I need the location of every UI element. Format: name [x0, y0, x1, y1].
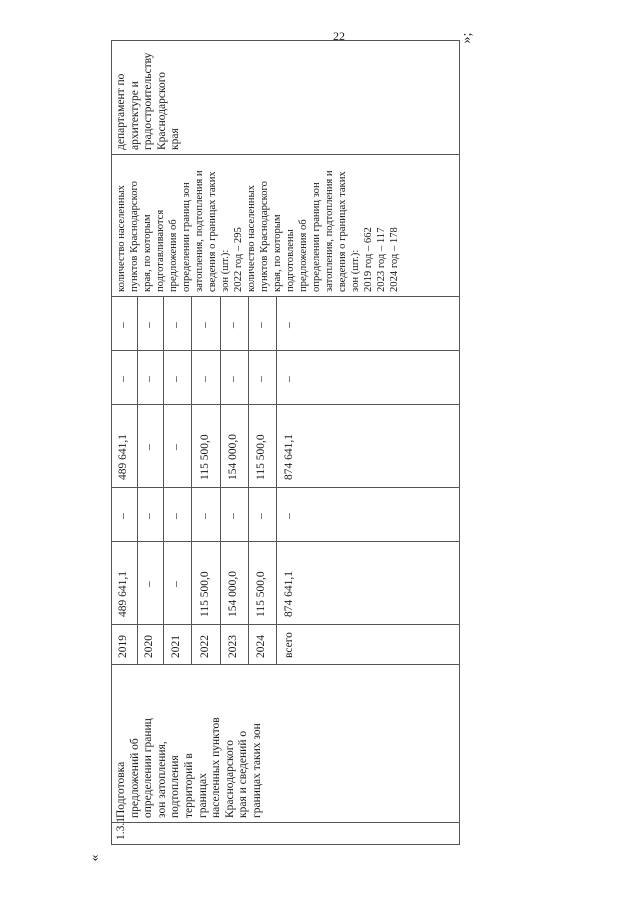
regional-cell: – — [170, 444, 182, 450]
regional-cell: 874 641,1 — [283, 434, 295, 480]
regional-cell: 115 500,0 — [199, 434, 211, 480]
federal-cell: – — [143, 513, 155, 519]
closing-quote: »; — [459, 32, 475, 44]
extra-budget-cell: – — [227, 322, 239, 328]
extra-budget-cell: – — [255, 322, 267, 328]
program-table — [111, 40, 460, 845]
federal-cell: – — [283, 513, 295, 519]
local-cell: – — [117, 376, 129, 382]
total-cell: – — [170, 581, 182, 587]
federal-cell: – — [227, 513, 239, 519]
col-divider — [111, 822, 460, 823]
row-divider — [137, 297, 138, 665]
row-divider — [191, 297, 192, 665]
regional-cell: – — [143, 444, 155, 450]
rotated-table-wrapper — [111, 40, 460, 845]
total-cell: 115 500,0 — [255, 571, 267, 617]
indicator-text: количество населенных пунктов Краснодарского края, по которым подготавливаются предложения об определении границ зон затопления, подтопления и сведения о границах таких зон (шт.): 2022 год – 295 количество населенных пунктов Краснодарского края, по которым подготовлены предложения об определении границ зон затопления, подтопления и сведения о границах таких зон (шт.): 2019 год – 662 2023 год – 117 2024 год – 178 — [116, 170, 400, 292]
row-title: Подготовка предложений об определении границ зон затопления, подтопления территорий в границах населенных пунктов Краснодарского края и сведений о границах таких зон — [115, 717, 263, 818]
regional-cell: 489 641,1 — [117, 434, 129, 480]
federal-cell: – — [117, 513, 129, 519]
total-cell: 115 500,0 — [199, 571, 211, 617]
extra-budget-cell: – — [143, 322, 155, 328]
federal-cell: – — [199, 513, 211, 519]
regional-cell: 154 000,0 — [227, 434, 239, 480]
year-cell: 2021 — [170, 635, 182, 658]
year-cell: 2019 — [117, 635, 129, 658]
local-cell: – — [143, 376, 155, 382]
local-cell: – — [227, 376, 239, 382]
local-cell: – — [199, 376, 211, 382]
extra-budget-cell: – — [199, 322, 211, 328]
year-cell: 2023 — [227, 635, 239, 658]
total-cell: 489 641,1 — [117, 571, 129, 617]
total-cell: 874 641,1 — [283, 571, 295, 617]
extra-budget-cell: – — [117, 322, 129, 328]
year-cell: 2024 — [255, 635, 267, 658]
row-divider — [163, 297, 164, 665]
total-cell: 154 000,0 — [227, 571, 239, 617]
year-cell: 2022 — [199, 635, 211, 658]
extra-budget-cell: – — [283, 322, 295, 328]
year-cell: 2020 — [143, 635, 155, 658]
col-divider — [111, 154, 460, 155]
page-number: 22 — [333, 29, 345, 43]
federal-cell: – — [170, 513, 182, 519]
executor-text: департамент по архитектуре и градостроительству Краснодарского края — [115, 52, 182, 150]
row-number: 1.3.1 — [115, 817, 127, 840]
row-divider — [220, 297, 221, 665]
federal-cell: – — [255, 513, 267, 519]
total-cell: – — [143, 581, 155, 587]
local-cell: – — [283, 376, 295, 382]
opening-quote: « — [87, 854, 103, 862]
regional-cell: 115 500,0 — [255, 434, 267, 480]
extra-budget-cell: – — [170, 322, 182, 328]
local-cell: – — [170, 376, 182, 382]
local-cell: – — [255, 376, 267, 382]
row-divider — [248, 297, 249, 665]
row-divider — [276, 297, 277, 665]
year-cell: всего — [283, 632, 295, 658]
